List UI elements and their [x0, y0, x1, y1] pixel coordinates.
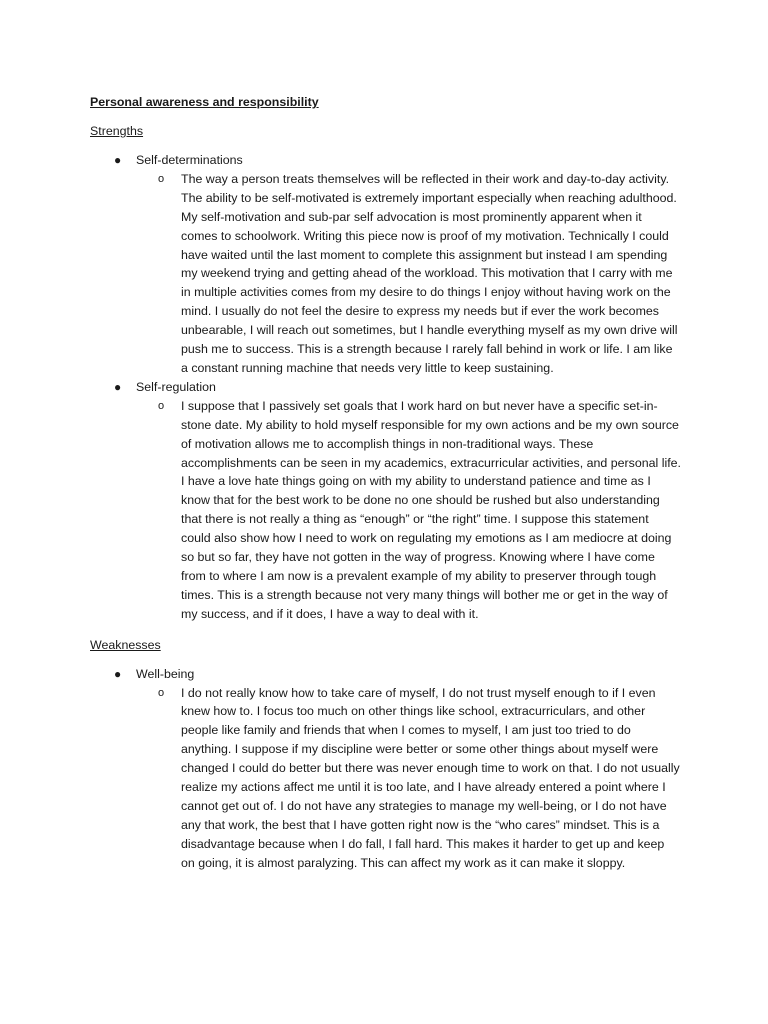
item-label: Well-being [136, 666, 195, 681]
list-item-self-determinations [90, 151, 690, 378]
weaknesses-list [90, 665, 690, 873]
sub-list-item [136, 397, 690, 624]
circle-bullet-icon: o [158, 686, 165, 699]
item-label: Self-determinations [136, 153, 243, 167]
sub-list [136, 684, 690, 873]
circle-bullet-icon: o [158, 399, 165, 412]
bullet-icon: ● [114, 153, 122, 167]
bullet-icon: ● [114, 379, 122, 394]
circle-bullet-icon: o [158, 172, 165, 185]
sub-list-item [136, 170, 690, 378]
document-title: Personal awareness and responsibility [90, 95, 319, 109]
item-paragraph: I suppose that I passively set goals that I work hard on but never have a specific set-in-stone date. My ability to hold myself responsible for my own actions and be my own source of motivation allows me to accomplish things in non-traditional ways. These accomplishments can be seen in my academics, extracurricular activities, and personal life. I have a love hate things going on with my ability to understand patience and time as I know that for the best work to be done no one should be rushed but also understanding that there is not really a thing as “enough” or “the right” time. I suppose this statement could also show how I need to work on regulating my emotions as I am mediocre at doing so but so far, they have not gotten in the way of progress. Knowing where I have come from to where I am now is a prevalent example of my ability to preserver through tough times. This is a strength because not very many things will bother me or get in the way of my success, and if it does, I have a way to deal with it. [181, 398, 681, 621]
sub-list [136, 397, 690, 624]
item-paragraph: The way a person treats themselves will be reflected in their work and day-to-day activity. The ability to be self-motivated is extremely important especially when reaching adulthood. My self-motivation and sub-par self advocation is most prominently apparent when it comes to schoolwork. Writing this piece now is proof of my motivation. Technically I could have waited until the last moment to complete this assignment but instead I am spending my weekend trying and getting ahead of the workload. This motivation that I carry with me in multiple activities comes from my desire to do things I enjoy without having work on the mind. I usually do not feel the desire to express my needs but if ever the work becomes unbearable, I will reach out sometimes, but I handle everything myself as my own drive will push me to success. This is a strength because I rarely fall behind in work or life. I am like a constant running machine that needs very little to keep sustaining. [181, 171, 678, 375]
bullet-icon: ● [114, 666, 122, 681]
document-body [90, 93, 690, 873]
strengths-list [90, 151, 690, 624]
section-heading-weaknesses: Weaknesses [90, 637, 161, 652]
item-paragraph: I do not really know how to take care of myself, I do not trust myself enough to if I even knew how to. I focus too much on other things like school, extracurriculars, and other people like family and friends that when I comes to myself, I am just too tried to do anything. I suppose if my discipline were better or some other things about myself were changed I could do better but there was never enough time to work on that. I do not usually realize my actions affect me until it is too late, and I have already entered a point where I cannot get out of. I do not have any strategies to manage my well-being, or I do not have any that work, the best that I have gotten right now is the “who cares” mindset. This is a disadvantage because when I do fall, I fall hard. This makes it harder to get up and keep on going, it is almost paralyzing. This can affect my work as it can make it sloppy. [181, 685, 680, 870]
list-item-well-being [90, 665, 690, 873]
sub-list-item [136, 684, 690, 873]
section-heading-strengths: Strengths [90, 124, 144, 138]
list-item-self-regulation [90, 378, 690, 624]
sub-list [136, 170, 690, 378]
item-label: Self-regulation [136, 379, 216, 394]
